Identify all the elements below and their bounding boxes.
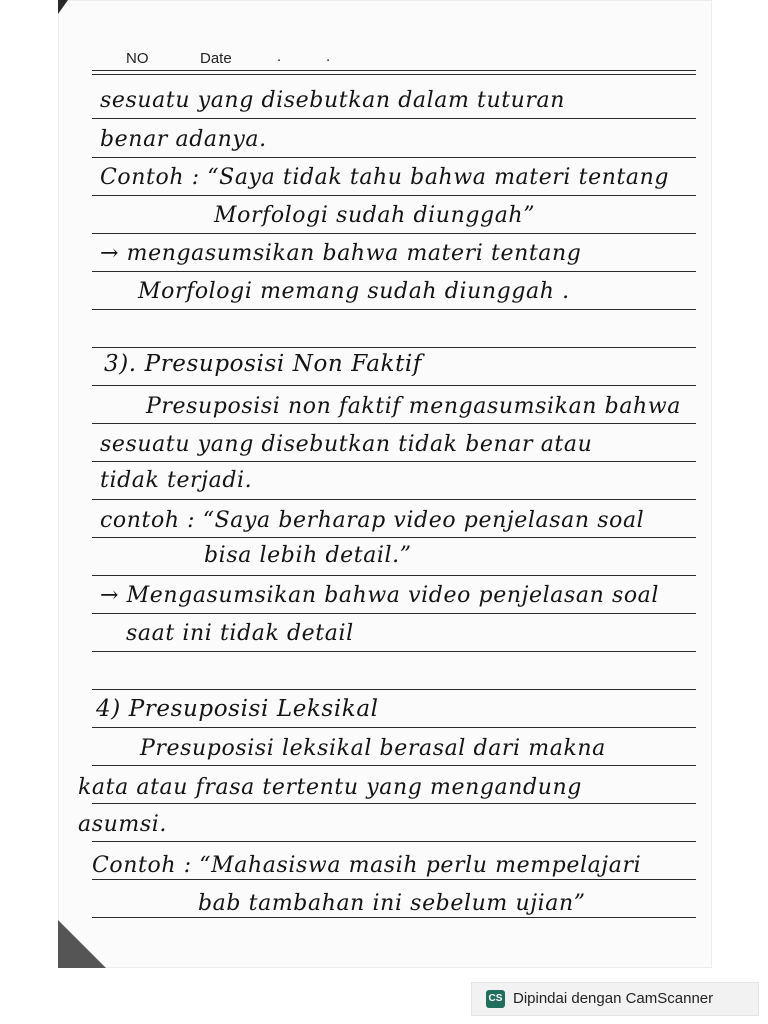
section-heading: 4) Presuposisi Leksikal [96, 696, 379, 722]
handwritten-line: saat ini tidak detail [126, 621, 354, 646]
handwritten-line: Presuposisi non faktif mengasumsikan bahwa [146, 394, 681, 419]
handwritten-line: Presuposisi leksikal berasal dari makna [140, 736, 606, 761]
handwritten-line: sesuatu yang disebutkan dalam tuturan [100, 88, 566, 113]
ruled-line [92, 118, 696, 119]
ruled-line [92, 461, 696, 462]
ruled-line [92, 803, 696, 804]
handwritten-line: sesuatu yang disebutkan tidak benar atau [100, 432, 593, 457]
handwritten-line: kata atau frasa tertentu yang mengandung [78, 775, 582, 800]
ruled-line [92, 537, 696, 538]
camscanner-watermark [471, 982, 759, 1016]
handwritten-line: Morfologi memang sudah diunggah . [138, 279, 570, 304]
ruled-line [92, 499, 696, 500]
ruled-line [92, 575, 696, 576]
date-separator: . [277, 48, 282, 65]
ruled-line [92, 689, 696, 690]
ruled-line [92, 157, 696, 158]
ruled-line [92, 347, 696, 348]
ruled-line [92, 651, 696, 652]
camscanner-logo-icon: CS [486, 990, 505, 1008]
ruled-line [92, 879, 696, 880]
handwritten-line: Contoh : “Saya tidak tahu bahwa materi tentang [100, 165, 670, 190]
handwritten-line: contoh : “Saya berharap video penjelasan soal [100, 508, 645, 533]
handwritten-line: bisa lebih detail.” [204, 543, 412, 568]
ruled-line [92, 765, 696, 766]
watermark-text: Dipindai dengan CamScanner [513, 990, 714, 1007]
handwritten-line: benar adanya. [100, 127, 267, 152]
handwritten-line: Contoh : “Mahasiswa masih perlu mempelajari [92, 853, 642, 878]
ruled-line [92, 917, 696, 918]
handwritten-line: bab tambahan ini sebelum ujian” [198, 891, 586, 916]
ruled-line [92, 309, 696, 310]
ruled-line [92, 271, 696, 272]
ruled-line [92, 423, 696, 424]
date-label: Date [200, 50, 232, 67]
ruled-line [92, 195, 696, 196]
ruled-line [92, 385, 696, 386]
date-separator: . [326, 48, 331, 65]
handwritten-line: asumsi. [78, 812, 167, 837]
ruled-line [92, 613, 696, 614]
no-label: NO [126, 50, 149, 67]
ruled-line [92, 727, 696, 728]
handwritten-line: → mengasumsikan bahwa materi tentang [100, 241, 582, 266]
handwritten-line: Morfologi sudah diunggah” [214, 203, 536, 228]
page-header [0, 48, 768, 70]
header-rule [92, 70, 696, 75]
ruled-line [92, 233, 696, 234]
handwritten-line: → Mengasumsikan bahwa video penjelasan soal [100, 583, 660, 608]
section-heading: 3). Presuposisi Non Faktif [104, 351, 422, 377]
ruled-line [92, 841, 696, 842]
handwritten-line: tidak terjadi. [100, 468, 253, 493]
